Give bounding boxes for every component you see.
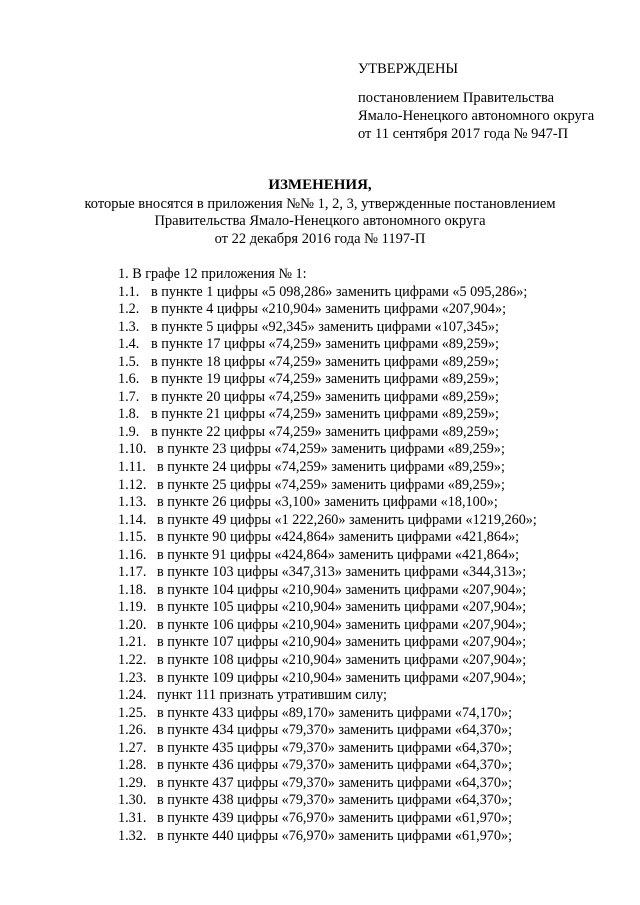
item-number: 1.13. [118, 494, 147, 511]
item-number: 1.24. [118, 687, 147, 704]
list-item [118, 284, 537, 302]
list-item [118, 529, 537, 547]
item-number: 1.26. [118, 722, 147, 739]
item-text: в пункте 25 цифры «74,259» заменить цифрами «89,259»; [157, 476, 505, 493]
item-text: в пункте 434 цифры «79,370» заменить цифрами «64,370»; [157, 722, 513, 739]
item-text: в пункте 23 цифры «74,259» заменить цифрами «89,259»; [157, 441, 505, 458]
item-number: 1.20. [118, 616, 147, 633]
item-number: 1.21. [118, 634, 147, 651]
list-item [118, 722, 537, 740]
approval-line: постановлением Правительства [358, 90, 555, 106]
approval-heading: УТВЕРЖДЕНЫ [358, 61, 459, 77]
approval-line: Ямало-Ненецкого автономного округа [358, 108, 595, 124]
item-number: 1.17. [118, 564, 147, 581]
item-number: 1.10. [118, 441, 147, 458]
item-number: 1.31. [118, 809, 147, 826]
item-text: в пункте 435 цифры «79,370» заменить цифрами «64,370»; [157, 739, 513, 756]
item-text: в пункте 21 цифры «74,259» заменить цифрами «89,259»; [151, 406, 499, 423]
item-number: 1.14. [118, 511, 147, 528]
document-title-block [0, 177, 640, 248]
item-text: в пункте 20 цифры «74,259» заменить цифрами «89,259»; [151, 388, 499, 405]
list-item [118, 757, 537, 775]
list-item [118, 441, 537, 459]
item-number: 1.27. [118, 739, 147, 756]
item-number: 1.23. [118, 669, 147, 686]
item-text: в пункте 437 цифры «79,370» заменить цифрами «64,370»; [157, 774, 513, 791]
item-text: в пункте 438 цифры «79,370» заменить цифрами «64,370»; [157, 792, 513, 809]
item-text: в пункте 109 цифры «210,904» заменить цифрами «207,904»; [157, 669, 527, 686]
item-number: 1.32. [118, 827, 147, 844]
title-line: которые вносятся в приложения №№ 1, 2, 3, утвержденные постановлением [84, 195, 556, 212]
item-number: 1.19. [118, 599, 147, 616]
list-item [118, 354, 537, 372]
list-item [118, 547, 537, 565]
item-text: в пункте 19 цифры «74,259» заменить цифрами «89,259»; [151, 371, 499, 388]
item-number: 1.15. [118, 529, 147, 546]
title-line: Правительства Ямало-Ненецкого автономного округа [154, 213, 486, 229]
amendments-list [118, 266, 537, 845]
item-text: в пункте 439 цифры «76,970» заменить цифрами «61,970»; [157, 809, 513, 826]
list-item [118, 792, 537, 810]
item-number: 1.2. [118, 301, 140, 318]
item-text: в пункте 106 цифры «210,904» заменить цифрами «207,904»; [157, 616, 527, 633]
list-item [118, 617, 537, 635]
list-item [118, 670, 537, 688]
item-text: в пункте 440 цифры «76,970» заменить цифрами «61,970»; [157, 827, 513, 844]
item-text: в пункте 18 цифры «74,259» заменить цифрами «89,259»; [151, 353, 499, 370]
list-item [118, 512, 537, 530]
title-line: от 22 декабря 2016 года № 1197-П [214, 230, 426, 247]
list-item [118, 810, 537, 828]
item-number: 1.12. [118, 476, 147, 493]
list-item [118, 336, 537, 354]
list-item [118, 494, 537, 512]
item-text: в пункте 22 цифры «74,259» заменить цифрами «89,259»; [151, 423, 499, 440]
approval-block [358, 60, 594, 143]
item-text: в пункте 24 цифры «74,259» заменить цифрами «89,259»; [157, 459, 505, 476]
item-text: в пункте 1 цифры «5 098,286» заменить цифрами «5 095,286»; [151, 283, 528, 300]
item-number: 1.29. [118, 774, 147, 791]
list-item [118, 775, 537, 793]
list-item [118, 477, 537, 495]
list-item [118, 301, 537, 319]
item-number: 1.18. [118, 581, 147, 598]
item-number: 1.5. [118, 353, 140, 370]
list-item [118, 582, 537, 600]
list-item [118, 371, 537, 389]
item-number: 1.9. [118, 423, 140, 440]
item-text: пункт 111 признать утратившим силу; [157, 687, 387, 704]
item-number: 1.3. [118, 318, 140, 335]
list-item [118, 687, 537, 705]
list-item [118, 599, 537, 617]
item-text: в пункте 107 цифры «210,904» заменить цифрами «207,904»; [157, 634, 527, 651]
list-item [118, 319, 537, 337]
list-item [118, 459, 537, 477]
item-number: 1.7. [118, 388, 140, 405]
list-item [118, 652, 537, 670]
item-number: 1.1. [118, 283, 140, 300]
item-number: 1.25. [118, 704, 147, 721]
item-text: в пункте 108 цифры «210,904» заменить цифрами «207,904»; [157, 652, 527, 669]
list-item [118, 828, 537, 846]
item-text: в пункте 4 цифры «210,904» заменить цифрами «207,904»; [151, 301, 507, 318]
list-item [118, 424, 537, 442]
item-number: 1.6. [118, 371, 140, 388]
item-text: в пункте 103 цифры «347,313» заменить цифрами «344,313»; [157, 564, 527, 581]
item-number: 1.11. [118, 459, 146, 476]
item-text: в пункте 104 цифры «210,904» заменить цифрами «207,904»; [157, 581, 527, 598]
item-number: 1.22. [118, 652, 147, 669]
item-text: в пункте 5 цифры «92,345» заменить цифрами «107,345»; [151, 318, 499, 335]
approval-line: от 11 сентября 2017 года № 947-П [358, 126, 569, 142]
section-heading: 1. В графе 12 приложения № 1: [118, 266, 307, 282]
item-text: в пункте 49 цифры «1 222,260» заменить цифрами «1219,260»; [157, 511, 537, 528]
list-item [118, 705, 537, 723]
item-number: 1.30. [118, 792, 147, 809]
item-text: в пункте 90 цифры «424,864» заменить цифрами «421,864»; [157, 529, 520, 546]
document-title: ИЗМЕНЕНИЯ, [268, 177, 372, 193]
list-item [118, 634, 537, 652]
item-text: в пункте 105 цифры «210,904» заменить цифрами «207,904»; [157, 599, 527, 616]
item-number: 1.4. [118, 336, 140, 353]
item-text: в пункте 433 цифры «89,170» заменить цифрами «74,170»; [157, 704, 513, 721]
item-text: в пункте 91 цифры «424,864» заменить цифрами «421,864»; [157, 546, 520, 563]
item-number: 1.28. [118, 757, 147, 774]
item-text: в пункте 26 цифры «3,100» заменить цифрами «18,100»; [157, 494, 498, 511]
item-text: в пункте 17 цифры «74,259» заменить цифрами «89,259»; [151, 336, 499, 353]
item-text: в пункте 436 цифры «79,370» заменить цифрами «64,370»; [157, 757, 513, 774]
list-item [118, 740, 537, 758]
item-number: 1.16. [118, 546, 147, 563]
list-item [118, 406, 537, 424]
list-item [118, 389, 537, 407]
list-item [118, 564, 537, 582]
item-number: 1.8. [118, 406, 140, 423]
